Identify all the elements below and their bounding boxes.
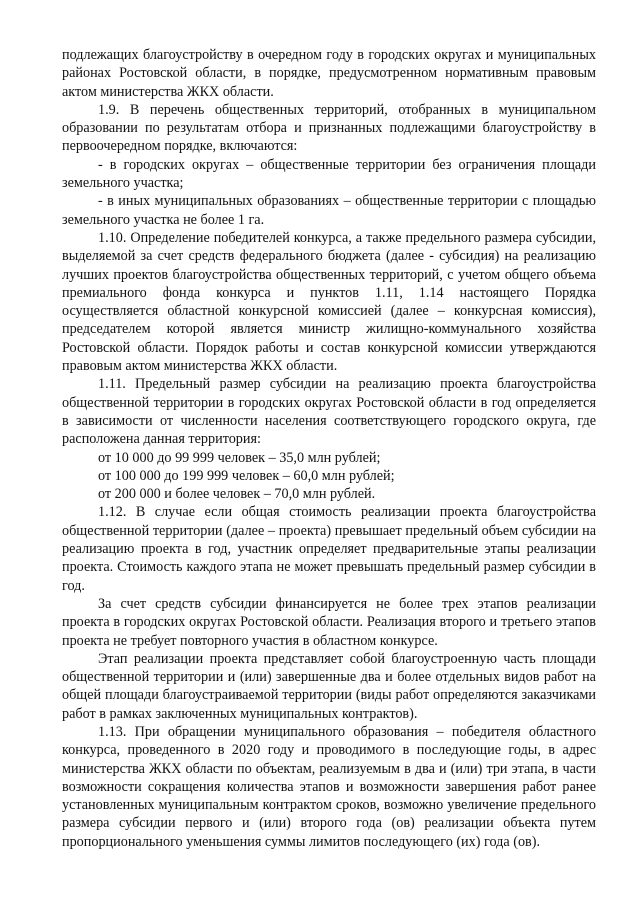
list-item-population-1: от 10 000 до 99 999 человек – 35,0 млн рублей; bbox=[98, 449, 381, 466]
paragraph-1-13: 1.13. При обращении муниципального образования – победителя областного конкурса, проведенного в 2020 году и проводимого в последующие годы, в адрес министерства ЖКХ области по объектам, реализуемым в два и (или) три этапа, в части возможности сокращения количества этапов и возможности завершения работ ранее установленных муниципальным контрактом сроков, возможно увеличение предельного размера субсидии первого и (или) второго года (ов) реализации объекта путем пропорционального уменьшения суммы лимитов последующего (их) года (ов). bbox=[62, 723, 596, 850]
list-item-population-3: от 200 000 и более человек – 70,0 млн рублей. bbox=[98, 486, 376, 503]
paragraph-stage-definition: Этап реализации проекта представляет собой благоустроенную часть площади общественной территории и (или) завершенные два и более отдельных видов работ на общей площади благоустраиваемой территории (виды работ определяются заказчиками работ в рамках заключенных муниципальных контрактов). bbox=[62, 650, 596, 722]
list-item-other-municipalities: - в иных муниципальных образованиях – общественные территории с площадью земельного участка не более 1 га. bbox=[62, 193, 596, 228]
paragraph-1-11: 1.11. Предельный размер субсидии на реализацию проекта благоустройства общественной территории в городских округах Ростовской области в год определяется в зависимости от численности населения соответствующего городского округа, где расположена данная территория: bbox=[62, 376, 596, 448]
list-item-population-2: от 100 000 до 199 999 человек – 60,0 млн рублей; bbox=[98, 467, 395, 484]
paragraph-1-9: 1.9. В перечень общественных территорий, отобранных в муниципальном образовании по результатам отбора и признанных подлежащими благоустройству в первоочередном порядке, включаются: bbox=[62, 101, 596, 155]
paragraph-continuation: подлежащих благоустройству в очередном году в городских округах и муниципальных районах Ростовской области, в порядке, предусмотренном нормативным правовым актом министерства ЖКХ области. bbox=[62, 47, 596, 100]
paragraph-1-12: 1.12. В случае если общая стоимость реализации проекта благоустройства общественной территории (далее – проекта) превышает предельный объем субсидии на реализацию проекта в год, участник определяет предварительные этапы реализации проекта. Стоимость каждого этапа не может превышать предельный размер субсидии в год. bbox=[62, 504, 596, 594]
paragraph-subsidy-stages: За счет средств субсидии финансируется не более трех этапов реализации проекта в городских округах Ростовской области. Реализация второго и третьего этапов проекта не требует повторного участия в областном конкурсе. bbox=[62, 595, 596, 649]
paragraph-1-10: 1.10. Определение победителей конкурса, а также предельного размера субсидии, выделяемой за счет средств федерального бюджета (далее - субсидия) на реализацию лучших проектов благоустройства общественных территорий, с учетом общего объема премиального фонда конкурса и пунктов 1.11, 1.14 настоящего Порядка осуществляется областной конкурсной комиссией (далее – конкурсная комиссия), председателем которой является министр жилищно-коммунального хозяйства Ростовской области. Порядок работы и состав конкурсной комиссии утверждаются правовым актом министерства ЖКХ области. bbox=[62, 229, 596, 375]
list-item-city-districts: - в городских округах – общественные территории без ограничения площади земельного участка; bbox=[62, 156, 596, 192]
